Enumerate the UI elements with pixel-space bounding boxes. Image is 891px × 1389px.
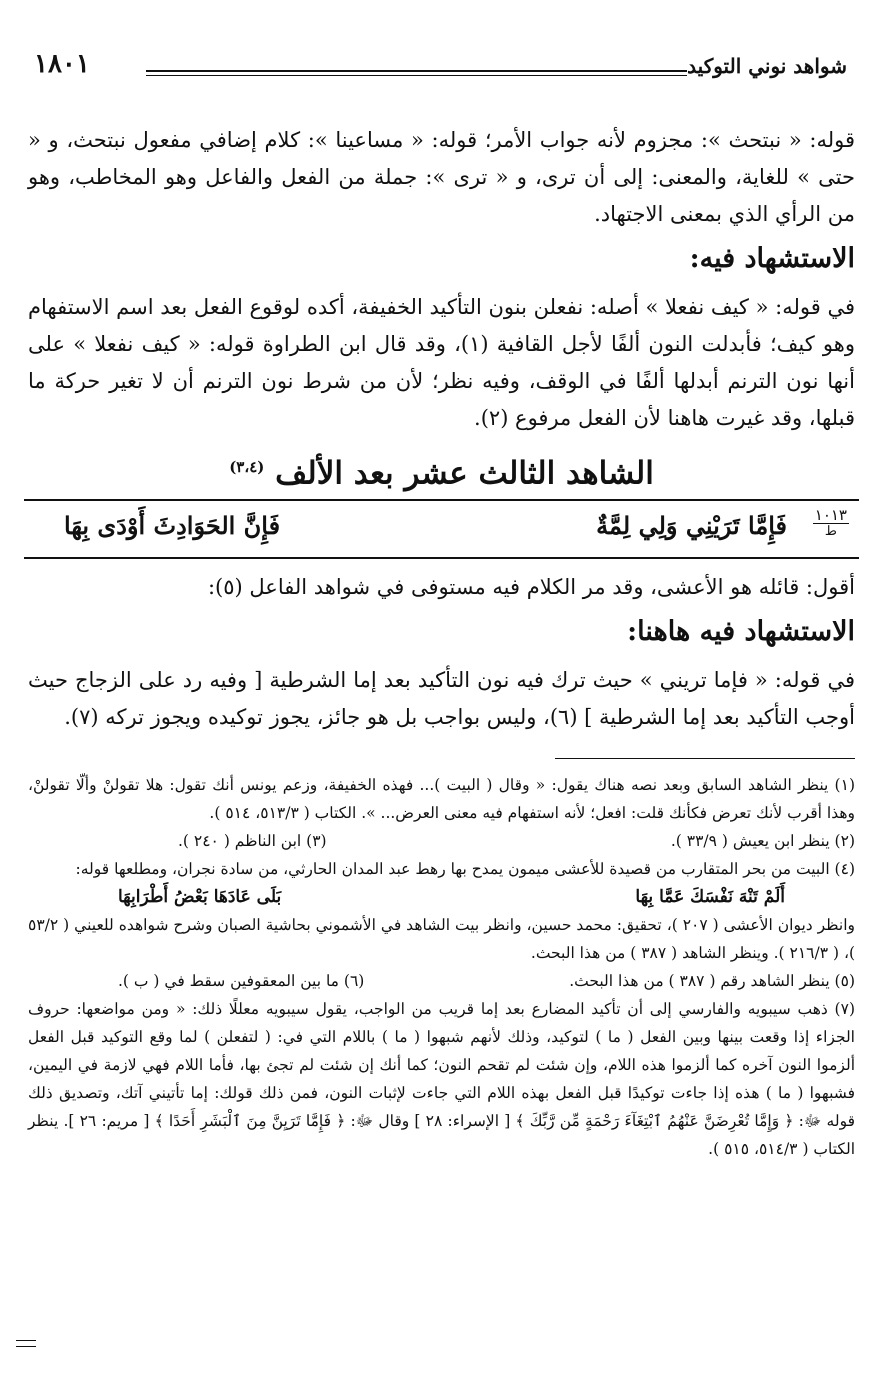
header-rule	[146, 70, 687, 72]
footnote-row-2-3	[28, 827, 855, 855]
witness-title	[28, 447, 855, 493]
footnote-7: (٧) ذهب سيبويه والفارسي إلى أن تأكيد المضارع بعد إما قريب من الواجب، يقول سيبويه معللًا ذلك: « ومن مواضعها: حروف الجزاء إذا وقعت بينها وبين الفعل ( ما ) لتوكيد، وذلك لأنهم شبهوا ( ما ) باللام التي في: ( لتفعلن ) لما وقع التوكيد قبل الفعل ألزموا النون آخره كما ألزموا هذه اللام، وإن شئت لم تقحم النون؛ كما أنك إن شئت لم تجئ بها، فأما اللام فهي لازمة في اليمين، فشبهوا ( ما ) هذه إذا جاءت توكيدًا قبل الفعل بهذه اللام التي جاءت لإثبات النون، فمن ذلك قولك: إما تأتيني آتك، وتصديق ذلك قوله ﷻ: ﴿ وَإِمَّا تُعْرِضَنَّ عَنْهُمُ ٱبْتِغَآءَ رَحْمَةٍ مِّن رَّبِّكَ ﴾ [ الإسراء: ٢٨ ] وقال ﷻ: ﴿ فَإِمَّا تَرَيِنَّ مِنَ ٱلْبَشَرِ أَحَدًا ﴾ [ مريم: ٢٦ ]. ينظر الكتاب ( ٥١٤/٣، ٥١٥ ).	[28, 1000, 855, 1159]
footnote-4-verse-first: أَلَمْ تَنْهَ نَفْسَكَ عَمَّا بِهَا	[635, 887, 785, 908]
section-heading-2: الاستشهاد فيه هاهنا:	[627, 616, 855, 648]
running-header	[28, 0, 855, 79]
footnote-1: (١) ينظر الشاهد السابق وبعد نصه هناك يقول: « وقال ( البيت )... فهذه الخفيفة، وزعم يونس أنك تقول: هلا تقولنْ وألّا تقولنْ، وهذا أقرب لأنك تعرض فكأنك قلت: افعل؛ لأنه استفهام فيه معنى العرض... ». الكتاب ( ٥١٣/٣، ٥١٤ ).	[28, 776, 855, 823]
paragraph-4: في قوله: « فإما تريني » حيث ترك فيه نون التأكيد بعد إما الشرطية [ وفيه رد على الزجاج حيث أوجب التأكيد بعد إما الشرطية ] (٦)، وليس بواجب بل هو جائز، يجوز توكيده ويجوز تركه (٧).	[28, 668, 855, 730]
witness-title-text: الشاهد الثالث عشر بعد الألف	[275, 455, 654, 492]
verse-number	[813, 507, 849, 540]
footnote-3: (٣) ابن الناظم ( ٢٤٠ ).	[178, 832, 327, 851]
footnote-row-5-6	[28, 967, 855, 995]
verse-meter-symbol: ط	[824, 524, 837, 540]
verse-box	[24, 499, 859, 559]
witness-title-refs: (٣،٤)	[229, 458, 265, 476]
verse-hemistich-second: فَإِنَّ الحَوَادِثَ أَوْدَى بِهَا	[64, 511, 281, 541]
footnote-4-verse-second: بَلَى عَادَهَا بَعْضُ أَطْرَابِهَا	[118, 887, 282, 908]
page-number: ١٨٠١	[34, 49, 90, 79]
margin-mark	[16, 1340, 36, 1341]
footnote-4: (٤) البيت من بحر المتقارب من قصيدة للأعشى ميمون يمدح بها رهط عبد المدان الحارثي، من سادة نجران، ومطلعها قوله:	[75, 860, 855, 879]
footnotes	[28, 771, 855, 1163]
main-text	[28, 122, 855, 736]
running-title: شواهد نوني التوكيد	[687, 54, 847, 78]
paragraph-3: أقول: قائله هو الأعشى، وقد مر الكلام فيه مستوفى في شواهد الفاعل (٥):	[207, 575, 855, 600]
verse-hemistich-first: فَإِمَّا تَرَيْنِي وَلِي لِمَّةٌ	[596, 511, 787, 541]
footnote-6: (٦) ما بين المعقوفين سقط في ( ب ).	[118, 972, 365, 991]
section-heading-1: الاستشهاد فيه:	[689, 243, 855, 274]
footnote-4-verse	[28, 883, 855, 911]
footnote-5: (٥) ينظر الشاهد رقم ( ٣٨٧ ) من هذا البحث.	[569, 972, 855, 991]
footnote-4-continued: وانظر ديوان الأعشى ( ٢٠٧ )، تحقيق: محمد حسين، وانظر بيت الشاهد في الأشموني بحاشية الصبان وشرح شواهده للعيني ( ٥٣/٢ )، ( ٢١٦/٣ ). وينظر الشاهد ( ٣٨٧ ) من هذا البحث.	[28, 916, 855, 963]
footnote-separator	[555, 758, 855, 759]
verse-number-value: ١٠١٣	[814, 506, 847, 525]
footnote-2: (٢) ينظر ابن يعيش ( ٣٣/٩ ).	[670, 832, 855, 851]
paragraph-2: في قوله: « كيف نفعلا » أصله: نفعلن بنون التأكيد الخفيفة، أكده لوقوع الفعل بعد اسم الاستفهام وهو كيف؛ فأبدلت النون ألفًا لأجل القافية (١)، وقد قال ابن الطراوة قوله: « كيف نفعلا » على أنها نون الترنم أبدلها ألفًا في الوقف، وفيه نظر؛ لأن من شرط نون الترنم أن لا تغير حركة ما قبلها، وقد غيرت هاهنا لأن الفعل مرفوع (٢).	[28, 295, 855, 430]
paragraph-1: قوله: « نبتحث »: مجزوم لأنه جواب الأمر؛ قوله: « مساعينا »: كلام إضافي مفعول نبتحث، و « حتى » للغاية، والمعنى: إلى أن ترى، و « ترى »: جملة من الفعل والفاعل وهو المخاطب، وهو من الرأي الذي بمعنى الاجتهاد.	[28, 128, 855, 226]
